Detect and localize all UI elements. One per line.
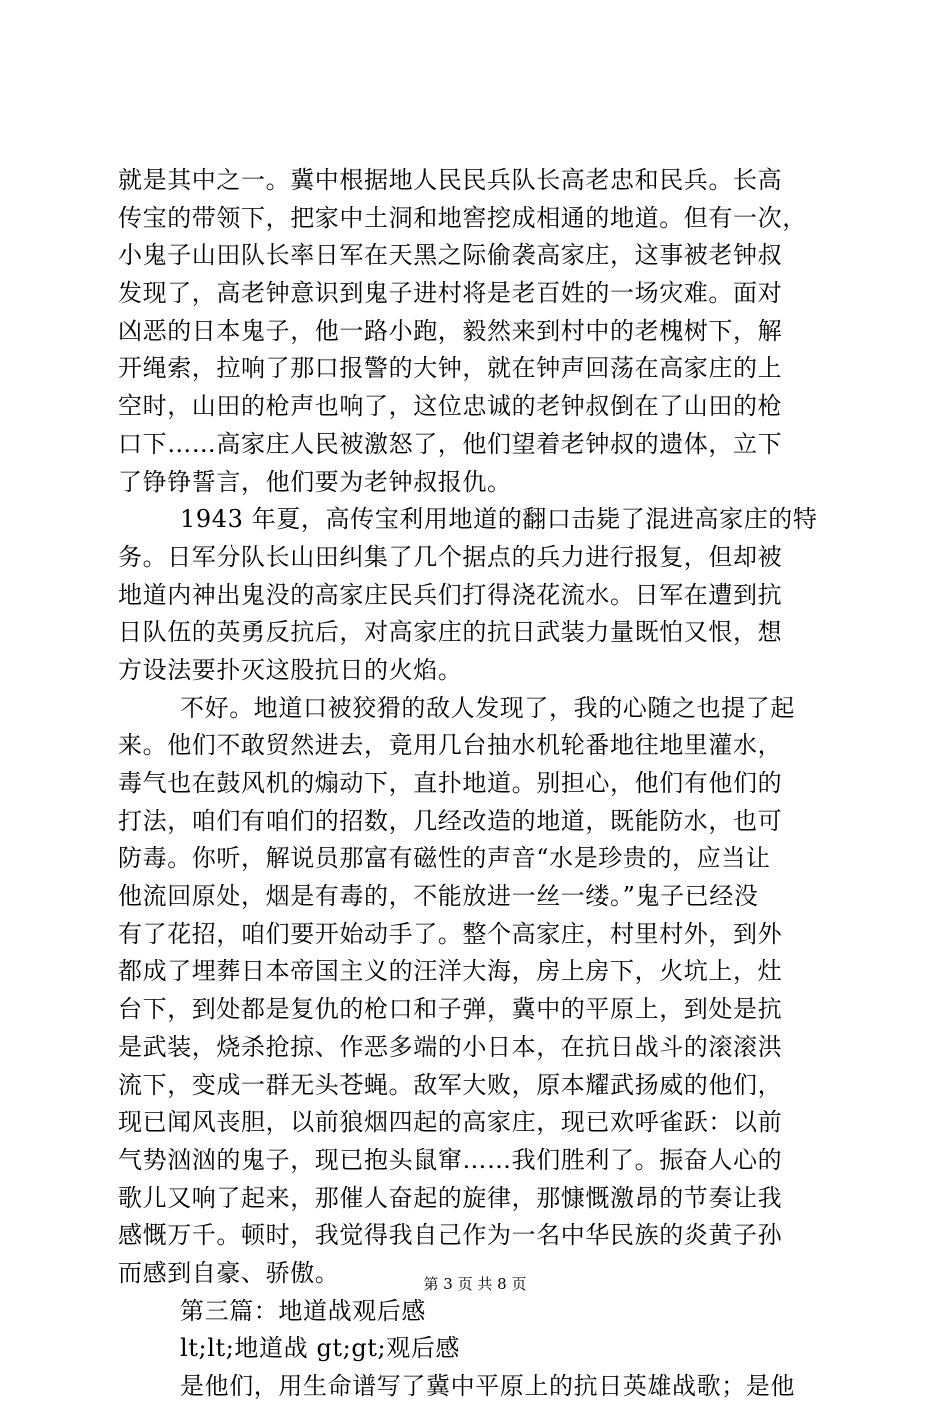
document-body xyxy=(118,162,836,1406)
text-line: 台下，到处都是复仇的枪口和子弹，冀中的平原上，到处是抗 xyxy=(118,995,783,1024)
text-line: 都成了埋葬日本帝国主义的汪洋大海，房上房下，火坑上，灶 xyxy=(118,957,783,986)
text-line: 有了花招，咱们要开始动手了。整个高家庄，村里村外，到外 xyxy=(118,919,783,948)
text-line: 他流回原处，烟是有毒的，不能放进一丝一缕。”鬼子已经没 xyxy=(118,882,759,911)
text-line: 就是其中之一。冀中根据地人民民兵队长高老忠和民兵。长高 xyxy=(118,166,783,194)
text-line: 空时，山田的枪声也响了，这位忠诚的老钟叔倒在了山田的枪 xyxy=(118,392,783,421)
text-line: 务。日军分队长山田纠集了几个据点的兵力进行报复，但却被 xyxy=(118,542,783,571)
text-line: 是武装，烧杀抢掠、作恶多端的小日本，在抗日战斗的滚滚洪 xyxy=(118,1032,783,1061)
text-line: 凶恶的日本鬼子，他一路小跑，毅然来到村中的老槐树下，解 xyxy=(118,316,783,345)
text-line: 开绳索，拉响了那口报警的大钟，就在钟声回荡在高家庄的上 xyxy=(118,354,783,383)
text-line: 方设法要扑灭这股抗日的火焰。 xyxy=(118,655,463,684)
text-line: 歌儿又响了起来，那催人奋起的旋律，那慷慨激昂的节奏让我 xyxy=(118,1183,783,1212)
page-footer: 第 3 页 共 8 页 xyxy=(423,1275,527,1293)
text-line: 流下，变成一群无头苍蝇。敌军大败，原本耀武扬威的他们， xyxy=(118,1070,783,1099)
text-line: 打法，咱们有咱们的招数，几经改造的地道，既能防水，也可 xyxy=(118,806,783,835)
text-line: 不好。地道口被狡猾的敌人发现了，我的心随之也提了起 xyxy=(180,693,795,722)
text-line: lt;lt;地道战 gt;gt;观后感 xyxy=(180,1334,461,1363)
text-line: 是他们，用生命谱写了冀中平原上的抗日英雄战歌；是他 xyxy=(180,1372,795,1400)
text-line: 现已闻风丧胆，以前狼烟四起的高家庄，现已欢呼雀跃：以前 xyxy=(118,1108,783,1137)
text-line: 口下……高家庄人民被激怒了，他们望着老钟叔的遗体，立下 xyxy=(118,429,783,458)
text-line: 气势汹汹的鬼子，现已抱头鼠窜……我们胜利了。振奋人心的 xyxy=(118,1145,783,1174)
text-line: 小鬼子山田队长率日军在天黑之际偷袭高家庄，这事被老钟叔 xyxy=(118,241,783,270)
text-line: 感慨万千。顿时，我觉得我自己作为一名中华民族的炎黄子孙 xyxy=(118,1221,783,1250)
text-line: 来。他们不敢贸然进去，竟用几台抽水机轮番地往地里灌水， xyxy=(118,731,783,760)
text-line: 了铮铮誓言，他们要为老钟叔报仇。 xyxy=(118,467,512,496)
text-line: 而感到自豪、骄傲。 xyxy=(118,1258,340,1287)
text-line: 第三篇：地道战观后感 xyxy=(180,1296,426,1325)
text-line: 毒气也在鼓风机的煽动下，直扑地道。别担心，他们有他们的 xyxy=(118,769,783,797)
text-line: 地道内神出鬼没的高家庄民兵们打得浇花流水。日军在遭到抗 xyxy=(118,580,783,609)
text-line: 1943 年夏，高传宝利用地道的翻口击毙了混进高家庄的特 xyxy=(180,505,818,534)
text-line: 传宝的带领下，把家中土洞和地窖挖成相通的地道。但有一次， xyxy=(118,203,807,232)
text-line: 日队伍的英勇反抗后，对高家庄的抗日武装力量既怕又恨，想 xyxy=(118,618,783,647)
text-line: 发现了，高老钟意识到鬼子进村将是老百姓的一场灾难。面对 xyxy=(118,279,783,308)
text-line: 防毒。你听，解说员那富有磁性的声音“水是珍贵的，应当让 xyxy=(118,844,771,873)
